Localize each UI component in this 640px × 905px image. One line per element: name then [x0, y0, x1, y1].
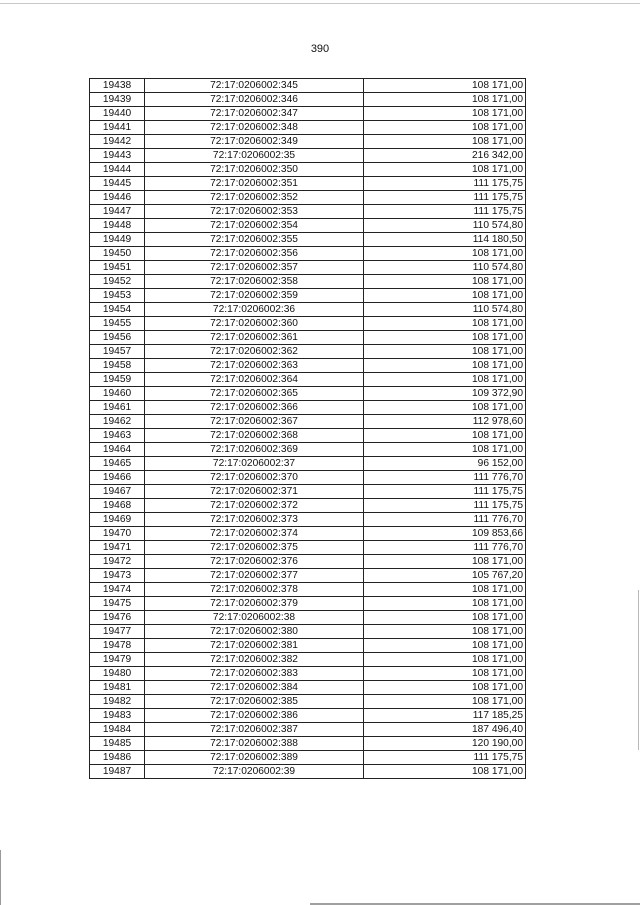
row-number-cell: 19473 — [90, 569, 145, 583]
cadastral-number-cell: 72:17:0206002:358 — [145, 275, 364, 289]
row-number-cell: 19463 — [90, 429, 145, 443]
value-cell: 111 175,75 — [364, 485, 526, 499]
value-cell: 110 574,80 — [364, 219, 526, 233]
row-number-cell: 19479 — [90, 653, 145, 667]
table-row — [90, 709, 526, 723]
cadastral-number-cell: 72:17:0206002:379 — [145, 597, 364, 611]
table-row — [90, 373, 526, 387]
value-cell: 110 574,80 — [364, 261, 526, 275]
cadastral-number-cell: 72:17:0206002:38 — [145, 611, 364, 625]
cadastral-number-cell: 72:17:0206002:39 — [145, 765, 364, 779]
table-row — [90, 387, 526, 401]
value-cell: 108 171,00 — [364, 583, 526, 597]
value-cell: 108 171,00 — [364, 555, 526, 569]
row-number-cell: 19451 — [90, 261, 145, 275]
table-row — [90, 331, 526, 345]
table-row — [90, 219, 526, 233]
table-row — [90, 205, 526, 219]
table-row — [90, 135, 526, 149]
row-number-cell: 19474 — [90, 583, 145, 597]
row-number-cell: 19456 — [90, 331, 145, 345]
value-cell: 109 853,66 — [364, 527, 526, 541]
value-cell: 111 175,75 — [364, 751, 526, 765]
value-cell: 111 175,75 — [364, 177, 526, 191]
cadastral-number-cell: 72:17:0206002:366 — [145, 401, 364, 415]
row-number-cell: 19458 — [90, 359, 145, 373]
table-row — [90, 541, 526, 555]
cadastral-number-cell: 72:17:0206002:364 — [145, 373, 364, 387]
table-row — [90, 303, 526, 317]
value-cell: 109 372,90 — [364, 387, 526, 401]
table-row — [90, 443, 526, 457]
cadastral-number-cell: 72:17:0206002:345 — [145, 79, 364, 93]
row-number-cell: 19485 — [90, 737, 145, 751]
row-number-cell: 19459 — [90, 373, 145, 387]
row-number-cell: 19444 — [90, 163, 145, 177]
cadastral-number-cell: 72:17:0206002:370 — [145, 471, 364, 485]
value-cell: 108 171,00 — [364, 765, 526, 779]
cadastral-number-cell: 72:17:0206002:376 — [145, 555, 364, 569]
table-row — [90, 639, 526, 653]
table-row — [90, 569, 526, 583]
cadastral-number-cell: 72:17:0206002:361 — [145, 331, 364, 345]
row-number-cell: 19475 — [90, 597, 145, 611]
table-row — [90, 555, 526, 569]
row-number-cell: 19466 — [90, 471, 145, 485]
cadastral-number-cell: 72:17:0206002:378 — [145, 583, 364, 597]
scan-artifact-right — [638, 590, 639, 750]
row-number-cell: 19450 — [90, 247, 145, 261]
row-number-cell: 19460 — [90, 387, 145, 401]
table-row — [90, 499, 526, 513]
cadastral-number-cell: 72:17:0206002:350 — [145, 163, 364, 177]
table-row — [90, 345, 526, 359]
value-cell: 112 978,60 — [364, 415, 526, 429]
table-row — [90, 681, 526, 695]
row-number-cell: 19447 — [90, 205, 145, 219]
cadastral-number-cell: 72:17:0206002:367 — [145, 415, 364, 429]
cadastral-number-cell: 72:17:0206002:381 — [145, 639, 364, 653]
cadastral-number-cell: 72:17:0206002:348 — [145, 121, 364, 135]
table-row — [90, 401, 526, 415]
value-cell: 108 171,00 — [364, 135, 526, 149]
row-number-cell: 19472 — [90, 555, 145, 569]
value-cell: 111 175,75 — [364, 191, 526, 205]
table-row — [90, 765, 526, 779]
cadastral-number-cell: 72:17:0206002:387 — [145, 723, 364, 737]
value-cell: 96 152,00 — [364, 457, 526, 471]
cadastral-number-cell: 72:17:0206002:362 — [145, 345, 364, 359]
row-number-cell: 19453 — [90, 289, 145, 303]
table-row — [90, 275, 526, 289]
cadastral-number-cell: 72:17:0206002:356 — [145, 247, 364, 261]
cadastral-number-cell: 72:17:0206002:352 — [145, 191, 364, 205]
value-cell: 108 171,00 — [364, 695, 526, 709]
cadastral-number-cell: 72:17:0206002:354 — [145, 219, 364, 233]
row-number-cell: 19471 — [90, 541, 145, 555]
scan-artifact-left — [0, 850, 1, 905]
value-cell: 108 171,00 — [364, 667, 526, 681]
value-cell: 108 171,00 — [364, 443, 526, 457]
value-cell: 111 175,75 — [364, 205, 526, 219]
row-number-cell: 19464 — [90, 443, 145, 457]
row-number-cell: 19469 — [90, 513, 145, 527]
page-number: 390 — [310, 43, 330, 55]
value-cell: 108 171,00 — [364, 289, 526, 303]
table-row — [90, 247, 526, 261]
row-number-cell: 19467 — [90, 485, 145, 499]
cadastral-number-cell: 72:17:0206002:37 — [145, 457, 364, 471]
value-cell: 108 171,00 — [364, 653, 526, 667]
table-row — [90, 695, 526, 709]
row-number-cell: 19457 — [90, 345, 145, 359]
row-number-cell: 19438 — [90, 79, 145, 93]
table-row — [90, 191, 526, 205]
value-cell: 111 776,70 — [364, 541, 526, 555]
table-row — [90, 583, 526, 597]
value-cell: 108 171,00 — [364, 79, 526, 93]
table-row — [90, 485, 526, 499]
cadastral-number-cell: 72:17:0206002:347 — [145, 107, 364, 121]
row-number-cell: 19482 — [90, 695, 145, 709]
value-cell: 108 171,00 — [364, 317, 526, 331]
table-row — [90, 653, 526, 667]
cadastral-number-cell: 72:17:0206002:385 — [145, 695, 364, 709]
cadastral-number-cell: 72:17:0206002:373 — [145, 513, 364, 527]
table-row — [90, 177, 526, 191]
value-cell: 108 171,00 — [364, 373, 526, 387]
cadastral-number-cell: 72:17:0206002:35 — [145, 149, 364, 163]
cadastral-number-cell: 72:17:0206002:368 — [145, 429, 364, 443]
row-number-cell: 19468 — [90, 499, 145, 513]
table-row — [90, 737, 526, 751]
table-row — [90, 359, 526, 373]
cadastral-number-cell: 72:17:0206002:365 — [145, 387, 364, 401]
value-cell: 216 342,00 — [364, 149, 526, 163]
cadastral-number-cell: 72:17:0206002:363 — [145, 359, 364, 373]
row-number-cell: 19442 — [90, 135, 145, 149]
table-row — [90, 289, 526, 303]
table-row — [90, 121, 526, 135]
value-cell: 111 776,70 — [364, 471, 526, 485]
cadastral-number-cell: 72:17:0206002:359 — [145, 289, 364, 303]
table-row — [90, 751, 526, 765]
table-row — [90, 233, 526, 247]
table-row — [90, 457, 526, 471]
value-cell: 108 171,00 — [364, 275, 526, 289]
row-number-cell: 19478 — [90, 639, 145, 653]
table-body — [90, 79, 526, 779]
cadastral-number-cell: 72:17:0206002:374 — [145, 527, 364, 541]
value-cell: 108 171,00 — [364, 107, 526, 121]
row-number-cell: 19465 — [90, 457, 145, 471]
row-number-cell: 19443 — [90, 149, 145, 163]
table-row — [90, 429, 526, 443]
value-cell: 111 776,70 — [364, 513, 526, 527]
value-cell: 111 175,75 — [364, 499, 526, 513]
cadastral-number-cell: 72:17:0206002:377 — [145, 569, 364, 583]
table-row — [90, 597, 526, 611]
table-row — [90, 471, 526, 485]
value-cell: 108 171,00 — [364, 681, 526, 695]
value-cell: 120 190,00 — [364, 737, 526, 751]
row-number-cell: 19445 — [90, 177, 145, 191]
value-cell: 108 171,00 — [364, 247, 526, 261]
value-cell: 105 767,20 — [364, 569, 526, 583]
cadastral-number-cell: 72:17:0206002:36 — [145, 303, 364, 317]
table-row — [90, 723, 526, 737]
cadastral-number-cell: 72:17:0206002:372 — [145, 499, 364, 513]
cadastral-number-cell: 72:17:0206002:386 — [145, 709, 364, 723]
row-number-cell: 19477 — [90, 625, 145, 639]
table-row — [90, 527, 526, 541]
row-number-cell: 19439 — [90, 93, 145, 107]
row-number-cell: 19452 — [90, 275, 145, 289]
row-number-cell: 19449 — [90, 233, 145, 247]
cadastral-number-cell: 72:17:0206002:369 — [145, 443, 364, 457]
table-row — [90, 415, 526, 429]
cadastral-number-cell: 72:17:0206002:351 — [145, 177, 364, 191]
cadastral-number-cell: 72:17:0206002:355 — [145, 233, 364, 247]
row-number-cell: 19481 — [90, 681, 145, 695]
row-number-cell: 19487 — [90, 765, 145, 779]
value-cell: 114 180,50 — [364, 233, 526, 247]
cadastral-number-cell: 72:17:0206002:349 — [145, 135, 364, 149]
cadastral-number-cell: 72:17:0206002:389 — [145, 751, 364, 765]
row-number-cell: 19462 — [90, 415, 145, 429]
row-number-cell: 19486 — [90, 751, 145, 765]
value-cell: 108 171,00 — [364, 429, 526, 443]
cadastral-number-cell: 72:17:0206002:380 — [145, 625, 364, 639]
cadastral-number-cell: 72:17:0206002:382 — [145, 653, 364, 667]
value-cell: 108 171,00 — [364, 401, 526, 415]
cadastral-number-cell: 72:17:0206002:384 — [145, 681, 364, 695]
row-number-cell: 19483 — [90, 709, 145, 723]
row-number-cell: 19461 — [90, 401, 145, 415]
value-cell: 108 171,00 — [364, 597, 526, 611]
row-number-cell: 19476 — [90, 611, 145, 625]
table-row — [90, 625, 526, 639]
cadastral-number-cell: 72:17:0206002:388 — [145, 737, 364, 751]
row-number-cell: 19484 — [90, 723, 145, 737]
cadastral-number-cell: 72:17:0206002:360 — [145, 317, 364, 331]
row-number-cell: 19446 — [90, 191, 145, 205]
row-number-cell: 19441 — [90, 121, 145, 135]
row-number-cell: 19470 — [90, 527, 145, 541]
value-cell: 110 574,80 — [364, 303, 526, 317]
value-cell: 108 171,00 — [364, 639, 526, 653]
row-number-cell: 19480 — [90, 667, 145, 681]
row-number-cell: 19448 — [90, 219, 145, 233]
cadastral-value-table — [89, 78, 526, 779]
value-cell: 108 171,00 — [364, 359, 526, 373]
cadastral-number-cell: 72:17:0206002:375 — [145, 541, 364, 555]
value-cell: 108 171,00 — [364, 121, 526, 135]
table-row — [90, 611, 526, 625]
table-row — [90, 513, 526, 527]
cadastral-number-cell: 72:17:0206002:357 — [145, 261, 364, 275]
table-row — [90, 93, 526, 107]
row-number-cell: 19440 — [90, 107, 145, 121]
scan-artifact-top — [0, 3, 640, 4]
cadastral-number-cell: 72:17:0206002:383 — [145, 667, 364, 681]
table-row — [90, 261, 526, 275]
value-cell: 108 171,00 — [364, 331, 526, 345]
table-row — [90, 149, 526, 163]
row-number-cell: 19454 — [90, 303, 145, 317]
cadastral-number-cell: 72:17:0206002:353 — [145, 205, 364, 219]
cadastral-number-cell: 72:17:0206002:371 — [145, 485, 364, 499]
row-number-cell: 19455 — [90, 317, 145, 331]
value-cell: 108 171,00 — [364, 625, 526, 639]
value-cell: 108 171,00 — [364, 345, 526, 359]
value-cell: 108 171,00 — [364, 93, 526, 107]
value-cell: 108 171,00 — [364, 611, 526, 625]
cadastral-number-cell: 72:17:0206002:346 — [145, 93, 364, 107]
value-cell: 108 171,00 — [364, 163, 526, 177]
table-row — [90, 317, 526, 331]
table-row — [90, 107, 526, 121]
table-row — [90, 163, 526, 177]
table-row — [90, 79, 526, 93]
table-row — [90, 667, 526, 681]
value-cell: 117 185,25 — [364, 709, 526, 723]
value-cell: 187 496,40 — [364, 723, 526, 737]
